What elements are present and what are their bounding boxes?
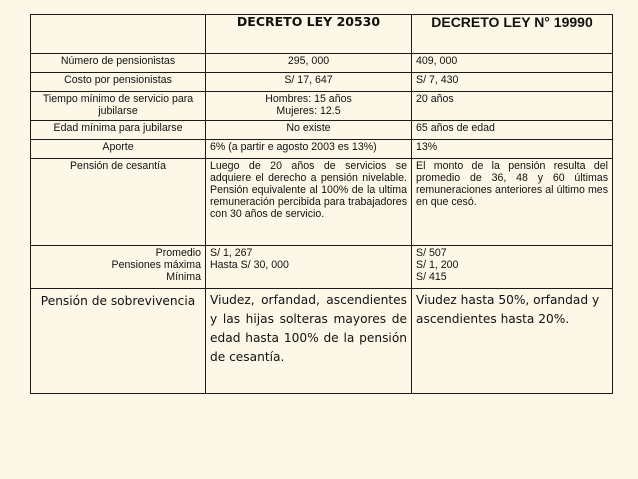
value-20530-sobrevivencia: Viudez, orfandad, ascendientes y las hijas solteras mayores de edad hasta 100% de la pensión de cesantía.	[206, 289, 412, 394]
row-costo	[31, 73, 613, 92]
row-tiempo	[31, 92, 613, 121]
value-20530-pensionistas: 295, 000	[206, 54, 412, 73]
value-20530-cesantia: Luego de 20 años de servicios se adquiere el derecho a pensión nivelable. Pensión equivalente al 100% de la ultima remuneración percibida para trabajadores con 30 años de servicio.	[206, 159, 412, 246]
row-label-tiempo: Tiempo mínimo de servicio para jubilarse	[31, 92, 206, 121]
tiempo-mujeres: Mujeres: 12.5	[276, 105, 341, 117]
minima-19990-value: S/ 415	[416, 271, 447, 283]
header-empty-cell	[31, 15, 206, 54]
value-19990-costo: S/ 7, 430	[412, 73, 613, 92]
maxima-19990-value: S/ 1, 200	[416, 259, 459, 271]
row-label-cesantia: Pensión de cesantía	[31, 159, 206, 246]
row-edad	[31, 121, 613, 140]
row-cesantia	[31, 159, 613, 246]
header-decreto-19990: DECRETO LEY N° 19990	[412, 15, 613, 54]
value-19990-pensionistas: 409, 000	[412, 54, 613, 73]
row-pensionistas	[31, 54, 613, 73]
value-19990-tiempo: 20 años	[412, 92, 613, 121]
value-20530-aporte: 6% (a partir e agosto 2003 es 13%)	[206, 140, 412, 159]
label-pensiones-maxima: Pensiones máxima	[111, 259, 201, 271]
maxima-20530-value: Hasta S/ 30, 000	[210, 259, 289, 271]
label-minima: Mínima	[166, 271, 201, 283]
value-20530-edad: No existe	[206, 121, 412, 140]
value-19990-aporte: 13%	[412, 140, 613, 159]
row-label-edad: Edad mínima para jubilarse	[31, 121, 206, 140]
header-row	[31, 15, 613, 54]
value-19990-promedio	[412, 246, 613, 289]
row-label-costo: Costo por pensionistas	[31, 73, 206, 92]
comparison-table	[30, 14, 613, 394]
value-19990-cesantia: El monto de la pensión resulta del promedio de 36, 48 y 60 últimas remuneraciones anteriores al último mes en que cesó.	[412, 159, 613, 246]
row-sobrevivencia	[31, 289, 613, 394]
row-aporte	[31, 140, 613, 159]
promedio-19990-value: S/ 507	[416, 247, 447, 259]
row-label-promedio	[31, 246, 206, 289]
header-decreto-20530: DECRETO LEY 20530	[206, 15, 412, 54]
value-19990-edad: 65 años de edad	[412, 121, 613, 140]
promedio-20530-value: S/ 1, 267	[210, 247, 253, 259]
row-label-pensionistas: Número de pensionistas	[31, 54, 206, 73]
row-label-aporte: Aporte	[31, 140, 206, 159]
label-promedio: Promedio	[155, 247, 201, 259]
value-20530-costo: S/ 17, 647	[206, 73, 412, 92]
value-20530-tiempo	[206, 92, 412, 121]
value-20530-promedio	[206, 246, 412, 289]
value-19990-sobrevivencia: Viudez hasta 50%, orfandad y ascendientes hasta 20%.	[412, 289, 613, 394]
row-label-sobrevivencia: Pensión de sobrevivencia	[31, 289, 206, 394]
row-promedio	[31, 246, 613, 289]
tiempo-hombres: Hombres: 15 años	[265, 93, 352, 105]
